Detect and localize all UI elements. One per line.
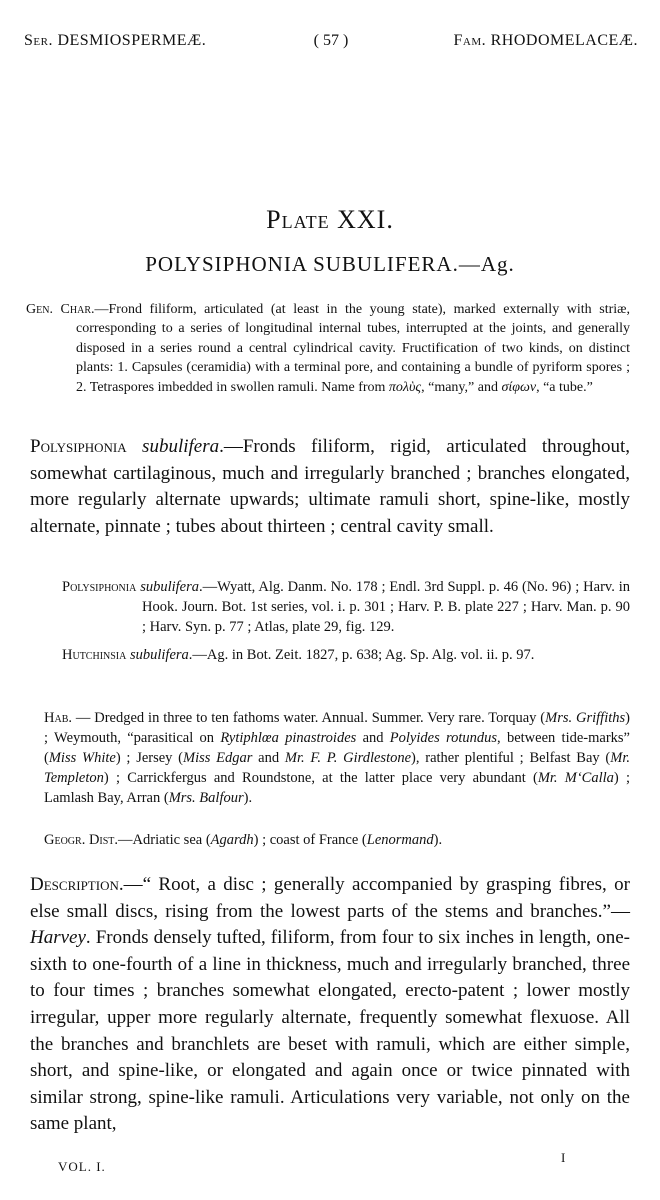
distribution-text: —Adriatic sea ( (118, 832, 211, 848)
habitat-text: ) ; Lamlash Bay, Arran ( (44, 770, 631, 806)
habitat-text: and (356, 730, 390, 746)
description-text: —“ Root, a disc ; generally accompanied by grasping fibres, or else small discs, rising from the lowest parts of the stems and branches.”— (30, 874, 630, 922)
genus-character-label: Gen. Char. (26, 302, 95, 317)
synonym-entry (62, 645, 630, 665)
quoted-author: Harvey (30, 927, 86, 949)
habitat-text: — Dredged in three to ten fathoms water. Annual. Summer. Very rare. Torquay ( (72, 710, 546, 726)
distribution-text: ). (433, 832, 443, 848)
synonymy-section (62, 577, 630, 673)
collector-name: Miss White (48, 750, 116, 766)
collector-name: Mr. Templeton (44, 750, 630, 786)
species-description (30, 434, 630, 540)
description-text: . Fronds densely tufted, filiform, from four to six inches in length, one-sixth to one-fourth of a line in thickness, much and irregularly branched, three to four times ; branches somewhat elongated, erecto-patent ; lower mostly irregular, upper more regularly alternate, frequently somewhat flexuose. All the branches and branchlets are beset with ramuli, which are either simple, short, and spine-like, or elongated and again once or twice pinnated with similar strong, spine-like ramuli. Articulations very variable, not only on the same plant, (30, 927, 630, 1135)
geographic-distribution-label: Geogr. Dist. (44, 832, 119, 848)
running-head (24, 32, 638, 54)
synonym-epithet: subulifera (140, 579, 199, 595)
authority-name: Lenormand (366, 832, 434, 848)
species-epithet: subulifera (142, 436, 220, 457)
genus-character (26, 300, 630, 397)
habitat-text: ), rather plentiful ; Belfast Bay ( (411, 750, 611, 766)
synonym-entry (62, 577, 630, 637)
page-number: ( 57 ) (313, 32, 349, 49)
volume-footer: VOL. I. (58, 1159, 106, 1174)
species-description-text: .—Fronds filiform, rigid, articulated throughout, somewhat cartilaginous, much and irregularly branched ; branches elongated, more regularly alternate upwards; ultimate ramuli short, spine-like, mostly alternate, pinnate ; tubes about thirteen ; central cavity small. (30, 436, 630, 537)
species-genus-name: Polysiphonia (30, 436, 127, 457)
description-label: Description. (30, 874, 124, 895)
collector-name: Mrs. Balfour (168, 790, 244, 806)
habitat-text: ) ; Jersey ( (115, 750, 184, 766)
host-species: Rytiphlœa pinastroides (220, 730, 357, 746)
greek-word-many: πολὺς (388, 379, 422, 395)
series-heading: Ser. DESMIOSPERMEÆ. (24, 32, 207, 49)
plate-title: Plate XXI. (266, 205, 394, 234)
collector-name: Mrs. Griffiths (545, 710, 626, 726)
habitat-section (44, 708, 630, 808)
description-section (30, 872, 630, 1138)
synonym-genus: Hutchinsia (62, 647, 127, 663)
synonym-references: .—Wyatt, Alg. Danm. No. 178 ; Endl. 3rd Suppl. p. 46 (No. 96) ; Harv. in Hook. Journ. Bot. 1st series, vol. i. p. 301 ; Harv. P. B. plate 227 ; Harv. Man. p. 90 ; Harv. Syn. p. 77 ; Atlas, plate 29, fig. 129. (142, 579, 631, 635)
habitat-text: , between tide-marks” ( (44, 730, 630, 766)
genus-character-text-3: , “a tube.” (536, 379, 593, 395)
genus-character-text-2: , “many,” and (421, 379, 502, 395)
habitat-label: Hab. (44, 710, 72, 726)
synonym-epithet: subulifera (129, 647, 189, 663)
collector-name: Miss Edgar (183, 750, 253, 766)
habitat-text: ). (243, 790, 253, 806)
synonym-genus: Polysiphonia (62, 579, 137, 595)
collector-name: Mr. M‘Calla (537, 770, 614, 786)
synonym-references: .—Ag. in Bot. Zeit. 1827, p. 638; Ag. Sp. Alg. vol. ii. p. 97. (188, 647, 535, 663)
signature-mark: I (561, 1150, 566, 1165)
habitat-text: ) ; Carrickfergus and Roundstone, at the latter place very abundant ( (103, 770, 538, 786)
authority-name: Agardh (210, 832, 254, 848)
collector-name: Mr. F. P. Girdlestone (284, 750, 412, 766)
distribution-text: ) ; coast of France ( (253, 832, 367, 848)
genus-character-text-1: —Frond filiform, articulated (at least in the young state), marked externally with striæ, corresponding to a series of longitudinal internal tubes, interrupted at the joints, and generally disposed in a series round a central cylindrical cavity. Fructification of two kinds, on distinct plants: 1. Capsules (ceramidia) with a terminal pore, and containing a bundle of pyriform spores ; 2. Tetraspores imbedded in swollen ramuli. Name from (76, 302, 630, 395)
habitat-text: ) ; Weymouth, “parasitical on (44, 710, 630, 746)
family-heading: Fam. RHODOMELACEÆ. (453, 32, 638, 49)
host-species: Polyides rotundus (389, 730, 498, 746)
habitat-text: and (252, 750, 285, 766)
geographic-distribution (44, 830, 630, 850)
species-title: POLYSIPHONIA SUBULIFERA.—Ag. (145, 252, 515, 276)
greek-word-tube: σίφων (501, 379, 537, 395)
